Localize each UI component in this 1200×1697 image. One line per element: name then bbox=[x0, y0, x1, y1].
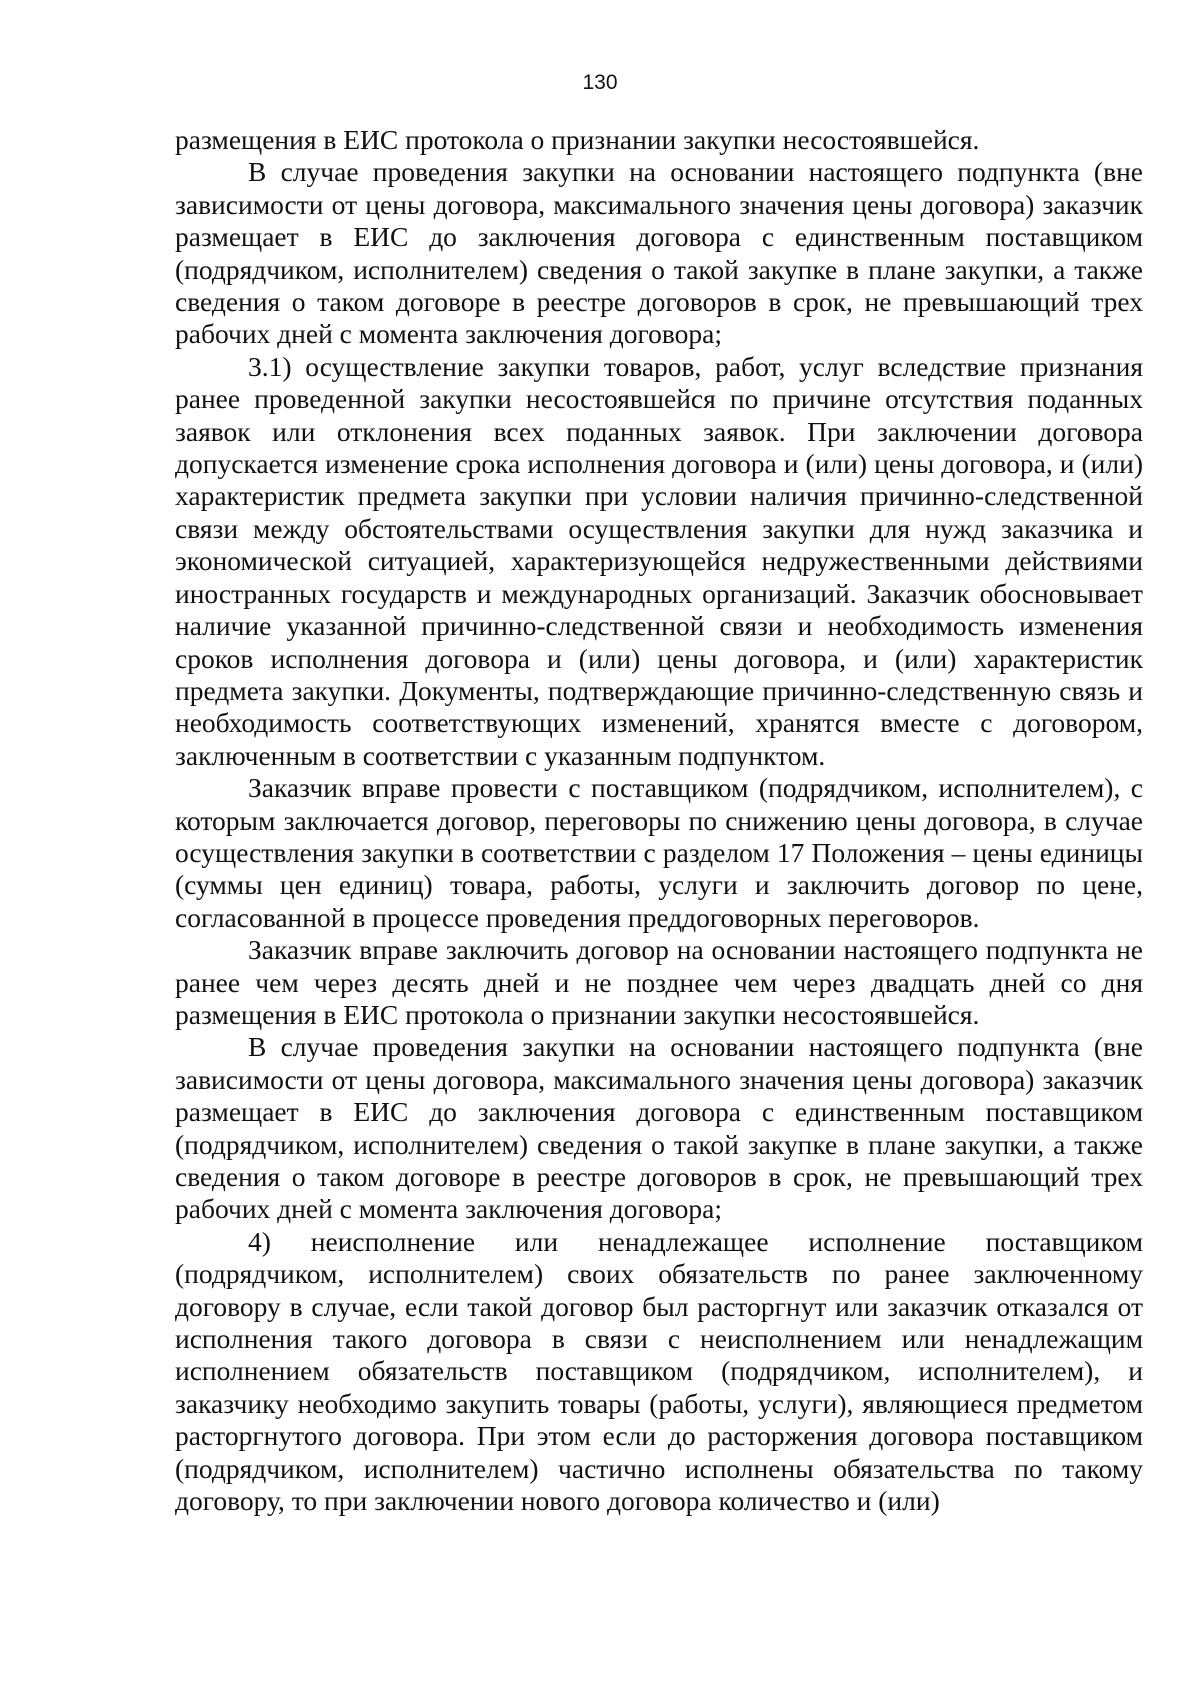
paragraph-price-negotiation: Заказчик вправе провести с поставщиком (подрядчиком, исполнителем), с которым заключается договор, переговоры по снижению цены договора, в случае осуществления закупки в соответствии с разделом 17 Положения – цены единицы (суммы цен единиц) товара, работы, услуги и заключить договор по цене, согласованной в процессе проведения преддоговорных переговоров. bbox=[175, 772, 1143, 933]
page-number: 130 bbox=[582, 71, 618, 94]
paragraph-item-3-1: 3.1) осуществление закупки товаров, работ, услуг вследствие признания ранее проведенной закупки несостоявшейся по причине отсутствия поданных заявок или отклонения всех поданных заявок. При заключении договора допускается изменение срока исполнения договора и (или) цены договора, и (или) характеристик предмета закупки при условии наличия причинно-следственной связи между обстоятельствами осуществления закупки для нужд заказчика и экономической ситуацией, характеризующейся недружественными действиями иностранных государств и международных организаций. Заказчик обосновывает наличие указанной причинно-следственной связи и необходимость изменения сроков исполнения договора и (или) цены договора, и (или) характеристик предмета закупки. Документы, подтверждающие причинно-следственную связь и необходимость соответствующих изменений, хранятся вместе с договором, заключенным в соответствии с указанным подпунктом. bbox=[175, 350, 1143, 771]
paragraph-item-4: 4) неисполнение или ненадлежащее исполнение поставщиком (подрядчиком, исполнителем) своих обязательств по ранее заключенному договору в случае, если такой договор был расторгнут или заказчик отказался от исполнения такого договора в связи с неисполнением или ненадлежащим исполнением обязательств поставщиком (подрядчиком, исполнителем), и заказчику необходимо закупить товары (работы, услуги), являющиеся предметом расторгнутого договора. При этом если до расторжения договора поставщиком (подрядчиком, исполнителем) частично исполнены обязательства по такому договору, то при заключении нового договора количество и (или) bbox=[175, 1225, 1143, 1517]
paragraph-eis-placement-2: В случае проведения закупки на основании настоящего подпункта (вне зависимости от цены договора, максимального значения цены договора) заказчик размещает в ЕИС до заключения договора с единственным поставщиком (подрядчиком, исполнителем) сведения о такой закупке в плане закупки, а также сведения о таком договоре в реестре договоров в срок, не превышающий трех рабочих дней с момента заключения договора; bbox=[175, 1031, 1143, 1225]
paragraph-contract-timing: Заказчик вправе заключить договор на основании настоящего подпункта не ранее чем через десять дней и не позднее чем через двадцать дней со дня размещения в ЕИС протокола о признании закупки несостоявшейся. bbox=[175, 934, 1143, 1030]
paragraph-continuation: размещения в ЕИС протокола о признании закупки несостоявшейся. bbox=[175, 124, 980, 155]
paragraph-eis-placement-1: В случае проведения закупки на основании настоящего подпункта (вне зависимости от цены договора, максимального значения цены договора) заказчик размещает в ЕИС до заключения договора с единственным поставщиком (подрядчиком, исполнителем) сведения о такой закупке в плане закупки, а также сведения о таком договоре в реестре договоров в срок, не превышающий трех рабочих дней с момента заключения договора; bbox=[175, 156, 1143, 350]
document-body bbox=[175, 124, 1143, 1517]
